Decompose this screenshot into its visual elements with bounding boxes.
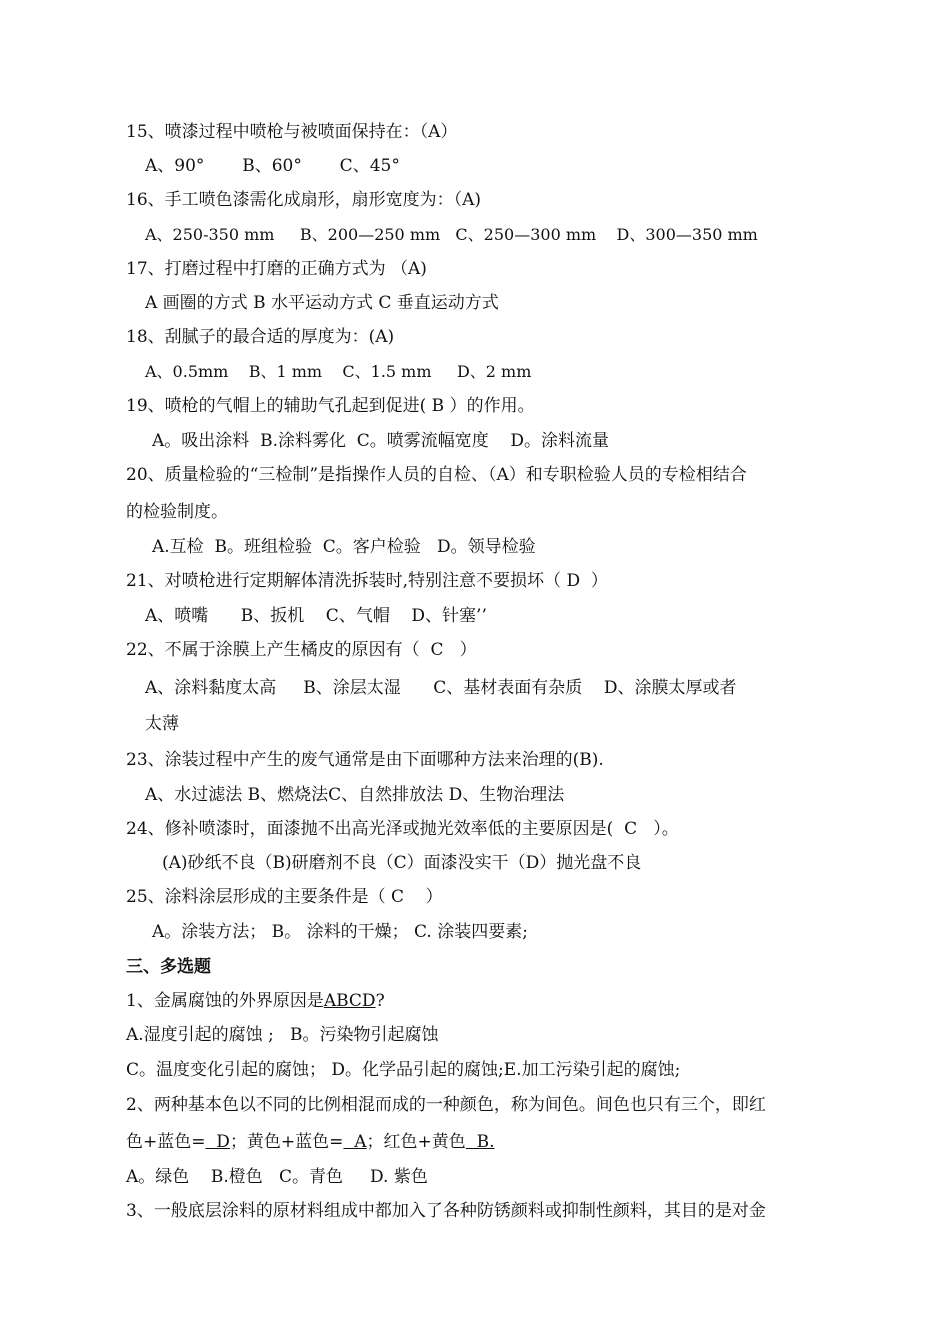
question-21-options: A、喷嘴 B、扳机 C、气帽 D、针塞’’ (145, 606, 487, 626)
mc-question-2-answer1: D (205, 1132, 230, 1152)
section-heading-multiple-choice: 三、多选题 (126, 957, 211, 977)
question-20: 20、质量检验的“三检制”是指操作人员的自检、（A）和专职检验人员的专检相结合 (126, 465, 747, 485)
mc-question-1-end: ? (375, 991, 385, 1011)
mc-question-3: 3、一般底层涂料的原材料组成中都加入了各种防锈颜料或抑制性颜料，其目的是对金 (126, 1201, 766, 1221)
mc-question-2-part3: ；红色+黄色 (366, 1132, 466, 1152)
question-25-options: A。涂装方法； B。 涂料的干燥； C. 涂装四要素; (152, 922, 528, 942)
question-16: 16、手工喷色漆需化成扇形，扇形宽度为：（A) (126, 190, 482, 210)
mc-question-1-options-a-b: A.湿度引起的腐蚀 ; B。污染物引起腐蚀 (126, 1025, 439, 1045)
question-19: 19、喷枪的气帽上的辅助气孔起到促进( B ）的作用。 (126, 396, 535, 416)
question-17-options: A 画圈的方式 B 水平运动方式 C 垂直运动方式 (145, 293, 499, 313)
mc-question-1 (126, 991, 385, 1011)
mc-question-2-answer3: B. (465, 1132, 495, 1152)
question-18-options: A、0.5mm B、1 mm C、1.5 mm D、2 mm (145, 362, 532, 381)
mc-question-1-answer: ABCD (323, 991, 376, 1011)
mc-question-2-part1: 色+蓝色= (126, 1132, 206, 1152)
question-23: 23、涂装过程中产生的废气通常是由下面哪种方法来治理的(B). (126, 750, 604, 770)
question-24: 24、修补喷漆时，面漆抛不出高光泽或抛光效率低的主要原因是( C ）。 (126, 819, 679, 839)
question-24-options: (A)砂纸不良（B)研磨剂不良（C）面漆没实干（D）抛光盘不良 (162, 853, 642, 873)
mc-question-2-continued (126, 1132, 495, 1152)
mc-question-1-options-c-e: C。温度变化引起的腐蚀； D。化学品引起的腐蚀;E.加工污染引起的腐蚀; (126, 1060, 681, 1080)
mc-question-2-options: A。绿色 B.橙色 C。青色 D. 紫色 (126, 1167, 428, 1187)
question-18: 18、刮腻子的最合适的厚度为：(A) (126, 327, 395, 347)
mc-question-2: 2、两种基本色以不同的比例相混而成的一种颜色，称为间色。间色也只有三个，即红 (126, 1095, 766, 1115)
question-17: 17、打磨过程中打磨的正确方式为 （A) (126, 259, 427, 279)
question-21: 21、对喷枪进行定期解体清洗拆装时,特别注意不要损坏（ D ） (126, 571, 608, 591)
question-15: 15、喷漆过程中喷枪与被喷面保持在：（A） (126, 122, 458, 142)
mc-question-2-part2: ；黄色+蓝色= (229, 1132, 344, 1152)
question-16-options: A、250-350 mm B、200—250 mm C、250—300 mm D、300—350 mm (145, 225, 758, 244)
question-15-options: A、90° B、60° C、45° (145, 156, 400, 176)
question-20-continued: 的检验制度。 (126, 502, 228, 522)
question-19-options: A。吸出涂料 B.涂料雾化 C。喷雾流幅宽度 D。涂料流量 (152, 431, 610, 451)
question-20-options: A.互检 B。班组检验 C。客户检验 D。领导检验 (152, 537, 536, 557)
question-22: 22、不属于涂膜上产生橘皮的原因有（ C ） (126, 640, 477, 660)
mc-question-2-answer2: A (343, 1132, 367, 1152)
question-25: 25、涂料涂层形成的主要条件是（ C ） (126, 887, 443, 907)
question-22-options-continued: 太薄 (145, 714, 179, 734)
question-23-options: A、水过滤法 B、燃烧法C、自然排放法 D、生物治理法 (145, 785, 565, 805)
mc-question-1-text: 1、金属腐蚀的外界原因是 (126, 991, 324, 1011)
question-22-options: A、涂料黏度太高 B、涂层太湿 C、基材表面有杂质 D、涂膜太厚或者 (145, 678, 737, 698)
